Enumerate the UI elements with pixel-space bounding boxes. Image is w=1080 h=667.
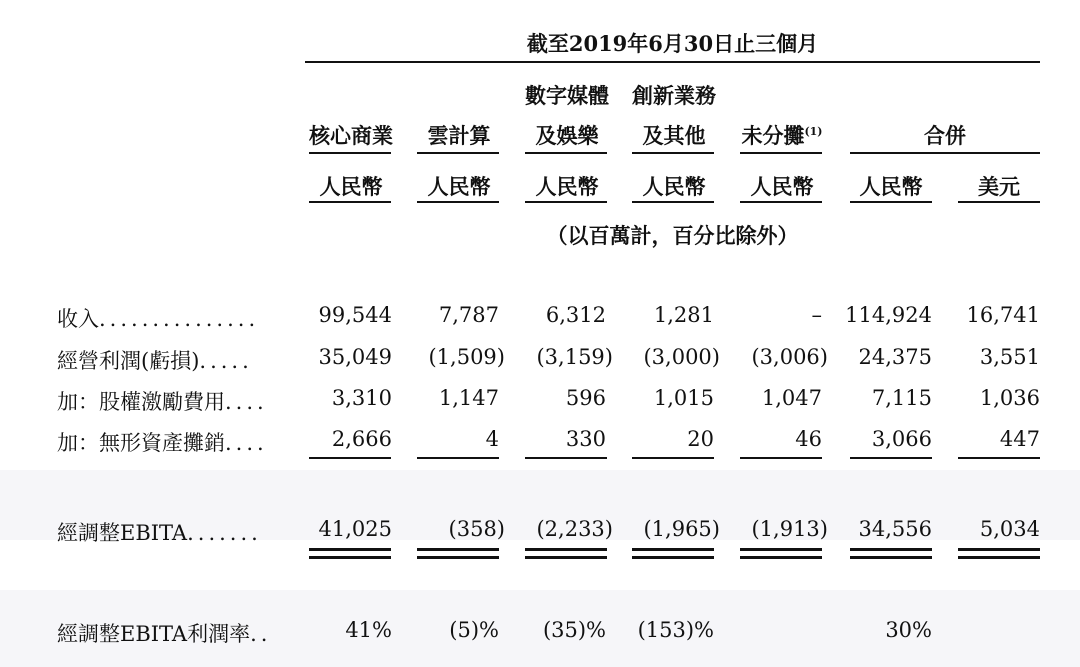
cell-sbc-consolidated-rmb: 7,115	[871, 386, 932, 410]
cell-margin-consolidated-rmb: 30%	[885, 618, 932, 642]
total-rule	[525, 556, 607, 559]
currency-label: 人民幣	[750, 174, 814, 199]
col-digital-media: 及娛樂	[535, 123, 599, 148]
cell-ebita-innovation: (1,965)	[643, 517, 720, 541]
cell-margin-core: 41%	[345, 618, 392, 642]
subtotal-rule	[740, 457, 822, 459]
cell-ebita-core: 41,025	[318, 517, 392, 541]
cell-opinc-consolidated-rmb: 24,375	[858, 345, 932, 369]
total-rule	[740, 556, 822, 559]
cell-amort-digital: 330	[565, 427, 606, 451]
cell-revenue-unallocated: –	[811, 303, 822, 327]
header-rule	[417, 201, 499, 203]
header-rule	[740, 201, 822, 203]
currency-label: 人民幣	[535, 174, 599, 199]
cell-sbc-unallocated: 1,047	[761, 386, 822, 410]
total-rule	[632, 548, 714, 551]
cell-ebita-digital: (2,233)	[536, 517, 613, 541]
cell-amort-core: 2,666	[331, 427, 392, 451]
header-rule	[958, 201, 1040, 203]
cell-revenue-innovation: 1,281	[653, 303, 714, 327]
total-rule	[958, 556, 1040, 559]
group-innovation-header: 創新業務	[632, 83, 716, 108]
col-innovation: 及其他	[642, 123, 706, 148]
row-label-adjusted-ebita: 經調整EBITA.......	[57, 521, 262, 545]
col-consolidated: 合併	[924, 123, 966, 148]
header-rule	[417, 152, 499, 154]
cell-sbc-digital: 596	[565, 386, 606, 410]
cell-ebita-consolidated-usd: 5,034	[979, 517, 1040, 541]
col-core-commerce: 核心商業	[309, 123, 393, 148]
currency-label: 人民幣	[319, 174, 383, 199]
cell-revenue-consolidated-rmb: 114,924	[845, 303, 932, 327]
row-label-ebita-margin: 經調整EBITA利潤率..	[57, 622, 272, 646]
currency-label: 人民幣	[642, 174, 706, 199]
col-unallocated: 未分攤$^{(1)}$	[741, 123, 823, 148]
subtotal-rule	[525, 457, 607, 459]
total-rule	[850, 556, 932, 559]
header-rule	[525, 201, 607, 203]
subtotal-rule	[632, 457, 714, 459]
header-rule	[632, 152, 714, 154]
cell-opinc-cloud: (1,509)	[428, 345, 505, 369]
header-rule	[740, 152, 822, 154]
cell-amort-consolidated-usd: 447	[999, 427, 1040, 451]
subtotal-rule	[309, 457, 391, 459]
group-digital-media-header: 數字媒體	[525, 83, 609, 108]
total-rule	[309, 556, 391, 559]
col-cloud: 雲計算	[427, 123, 491, 148]
cell-revenue-consolidated-usd: 16,741	[966, 303, 1040, 327]
cell-margin-cloud: (5)%	[449, 618, 499, 642]
total-rule	[417, 548, 499, 551]
header-rule	[309, 201, 391, 203]
header-rule	[525, 152, 607, 154]
total-rule	[309, 548, 391, 551]
currency-label: 人民幣	[859, 174, 923, 199]
total-rule	[417, 556, 499, 559]
cell-sbc-innovation: 1,015	[653, 386, 714, 410]
cell-amort-cloud: 4	[485, 427, 499, 451]
cell-amort-unallocated: 46	[795, 427, 822, 451]
total-rule	[525, 548, 607, 551]
cell-opinc-core: 35,049	[318, 345, 392, 369]
header-rule	[632, 201, 714, 203]
header-rule	[850, 152, 1040, 154]
total-rule	[632, 556, 714, 559]
row-label-amortization: 加：無形資產攤銷....	[57, 431, 268, 455]
subtotal-rule	[417, 457, 499, 459]
currency-label: 美元	[978, 174, 1020, 199]
total-rule	[958, 548, 1040, 551]
total-rule	[740, 548, 822, 551]
subtotal-rule	[958, 457, 1040, 459]
total-rule	[850, 548, 932, 551]
row-label-share-comp: 加：股權激勵費用....	[57, 390, 268, 414]
units-note: （以百萬計，百分比除外）	[546, 223, 799, 248]
cell-opinc-innovation: (3,000)	[643, 345, 720, 369]
currency-label: 人民幣	[427, 174, 491, 199]
cell-amort-consolidated-rmb: 3,066	[871, 427, 932, 451]
header-rule	[309, 152, 391, 154]
cell-ebita-consolidated-rmb: 34,556	[858, 517, 932, 541]
subtotal-rule	[850, 457, 932, 459]
header-rule	[850, 201, 932, 203]
cell-revenue-core: 99,544	[318, 303, 392, 327]
cell-opinc-digital: (3,159)	[536, 345, 613, 369]
cell-sbc-consolidated-usd: 1,036	[979, 386, 1040, 410]
cell-revenue-cloud: 7,787	[438, 303, 499, 327]
cell-sbc-cloud: 1,147	[438, 386, 499, 410]
cell-opinc-consolidated-usd: 3,551	[979, 345, 1040, 369]
row-label-revenue: 收入...............	[57, 307, 260, 331]
cell-ebita-unallocated: (1,913)	[751, 517, 828, 541]
row-label-operating-income: 經營利潤(虧損).....	[57, 349, 253, 373]
cell-ebita-cloud: (358)	[448, 517, 505, 541]
cell-revenue-digital: 6,312	[545, 303, 606, 327]
cell-margin-innovation: (153)%	[637, 618, 714, 642]
cell-amort-innovation: 20	[687, 427, 714, 451]
cell-opinc-unallocated: (3,006)	[751, 345, 828, 369]
period-header: 截至2019年6月30日止三個月	[526, 31, 819, 56]
period-rule	[305, 61, 1040, 63]
cell-sbc-core: 3,310	[331, 386, 392, 410]
cell-margin-digital: (35)%	[542, 618, 606, 642]
